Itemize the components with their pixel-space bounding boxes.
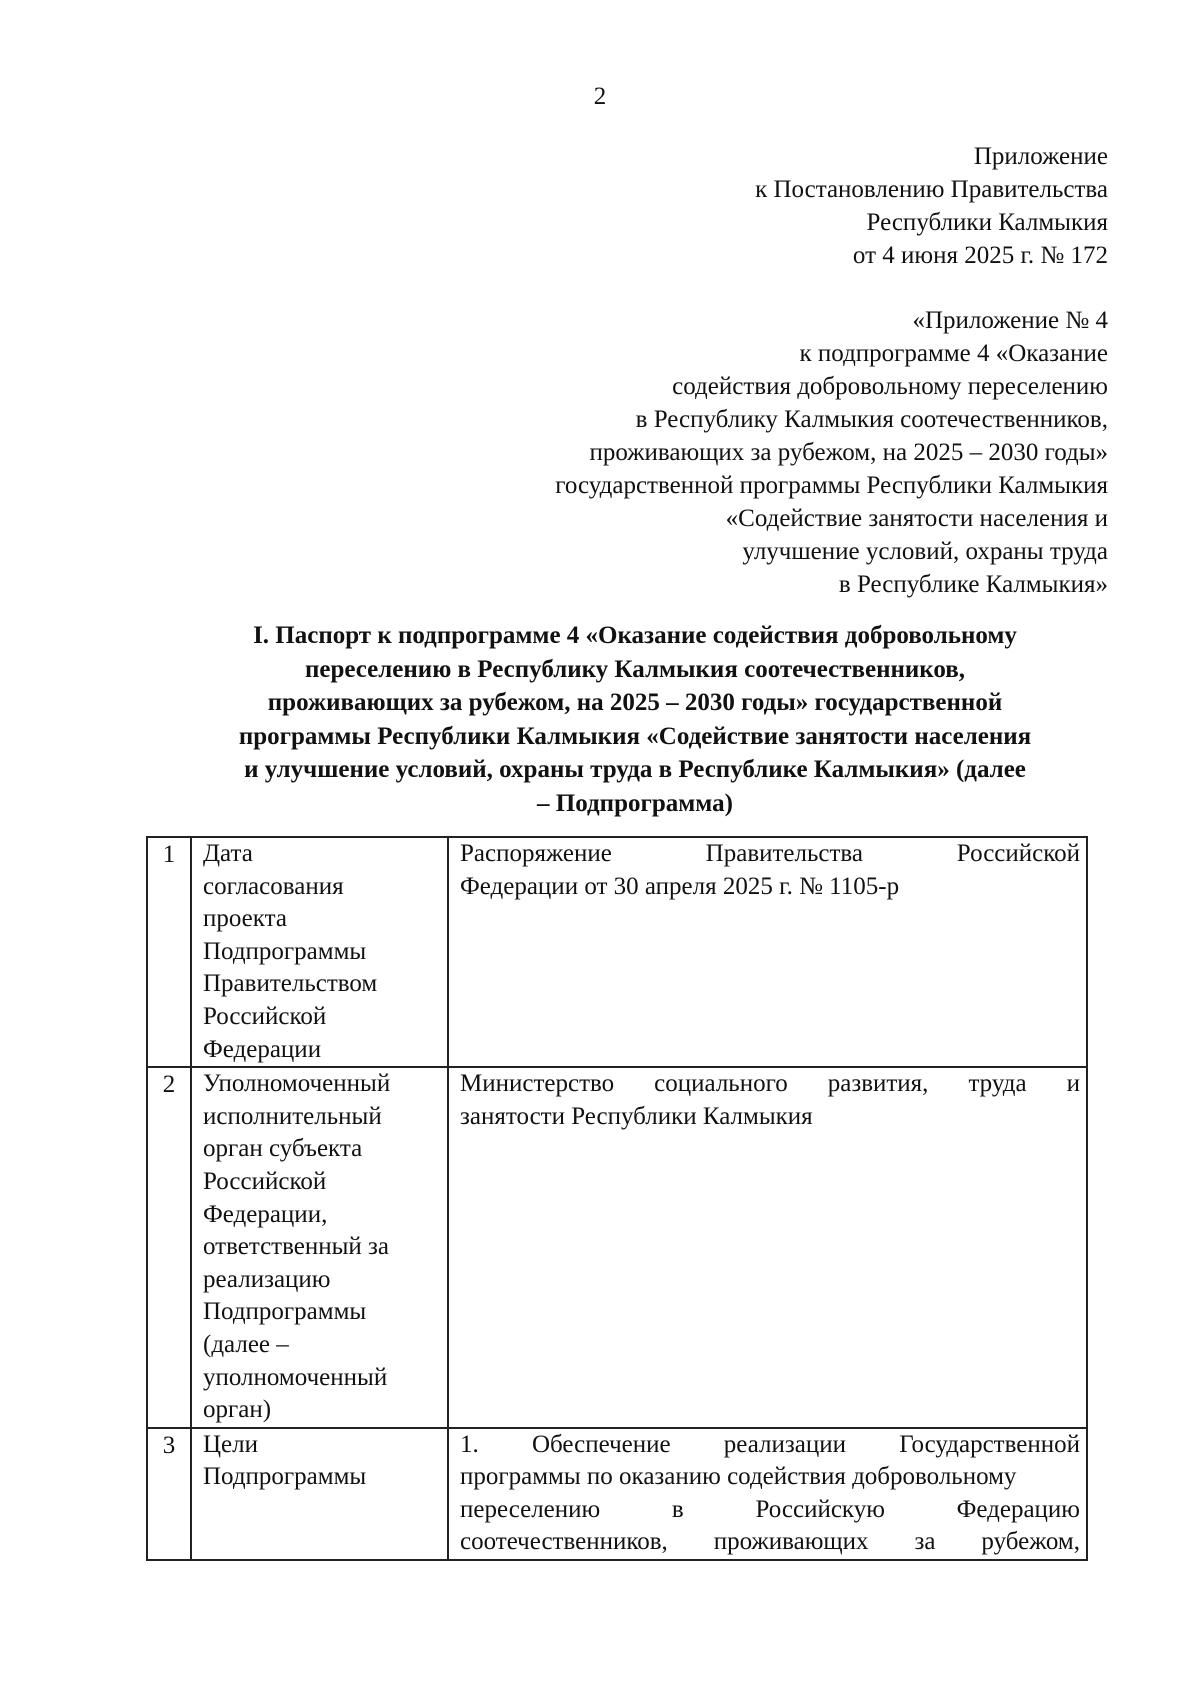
parameter-line: Уполномоченный — [203, 1070, 391, 1098]
table-row — [147, 837, 1087, 1067]
appendix-sub-line: в Республику Калмыкия соотечественников, — [635, 406, 1108, 433]
appendix-main-line: к Постановлению Правительства — [755, 176, 1108, 203]
title-line: переселению в Республику Калмыкия соотечественников, — [304, 655, 966, 683]
row-number: 3 — [147, 1428, 191, 1560]
row-parameter-name — [191, 1067, 448, 1428]
passport-table — [146, 836, 1088, 1561]
appendix-sub-line: содействия добровольному переселению — [672, 373, 1108, 400]
parameter-line: Правительством — [203, 970, 378, 998]
row-number: 2 — [147, 1067, 191, 1428]
appendix-sub-line: к подпрограмме 4 «Оказание — [799, 340, 1108, 367]
value-line: соотечественников, проживающих за рубежом, — [460, 1528, 1080, 1556]
table-row — [147, 1067, 1087, 1428]
parameter-line: ответственный за — [203, 1233, 390, 1261]
title-line: I. Паспорт к подпрограмме 4 «Оказание содействия добровольному — [253, 622, 1017, 649]
value-line: программы по оказанию содействия добровольному — [460, 1463, 1017, 1491]
parameter-line: Подпрограммы — [203, 1298, 367, 1326]
parameter-line: орган) — [203, 1396, 272, 1424]
row-parameter-name — [191, 837, 448, 1067]
table-row — [147, 1428, 1087, 1560]
parameter-line: согласования — [203, 872, 344, 900]
appendix-sub-line: «Приложение № 4 — [912, 307, 1108, 334]
parameter-line: исполнительный — [203, 1102, 382, 1130]
appendix-main-line: Приложение — [973, 143, 1108, 170]
appendix-sub-line: улучшение условий, охраны труда — [742, 538, 1108, 565]
parameter-line: проекта — [203, 905, 287, 933]
parameter-line: Федерации — [203, 1035, 322, 1063]
value-line: 1. Обеспечение реализации Государственной — [460, 1430, 1080, 1458]
value-line: Министерство социального развития, труда и — [460, 1070, 1080, 1098]
parameter-line: Дата — [203, 840, 253, 867]
row-parameter-value — [448, 837, 1087, 1067]
value-line: переселению в Российскую Федерацию — [460, 1495, 1080, 1523]
appendix-sub-line: проживающих за рубежом, на 2025 – 2030 годы» — [589, 439, 1108, 466]
value-line: Распоряжение Правительства Российской — [460, 840, 1080, 867]
parameter-line: Подпрограммы — [203, 937, 367, 965]
parameter-line: (далее – — [203, 1330, 289, 1358]
parameter-line: Российской — [203, 1167, 327, 1195]
parameter-line: Подпрограммы — [203, 1463, 367, 1491]
value-line: Федерации от 30 апреля 2025 г. № 1105-р — [460, 872, 900, 900]
title-line: проживающих за рубежом, на 2025 – 2030 годы» государственной — [267, 689, 1003, 716]
appendix-main-line: от 4 июня 2025 г. № 172 — [852, 242, 1108, 269]
appendix-sub-line: государственной программы Республики Калмыкия — [555, 472, 1108, 499]
appendix-main-line: Республики Калмыкия — [866, 209, 1108, 236]
parameter-line: Цели — [203, 1430, 259, 1458]
appendix-sub-line: «Содействие занятости населения и — [725, 505, 1108, 532]
passport-title — [150, 619, 1120, 820]
title-line: программы Республики Калмыкия «Содействие занятости населения — [238, 722, 1032, 750]
parameter-line: реализацию — [203, 1265, 331, 1293]
row-number: 1 — [147, 837, 191, 1067]
value-line: занятости Республики Калмыкия — [460, 1102, 813, 1130]
appendix-sub-block — [555, 304, 1108, 601]
row-parameter-name — [191, 1428, 448, 1560]
appendix-main-block — [755, 140, 1108, 272]
appendix-sub-line: в Республике Калмыкия» — [838, 571, 1108, 598]
parameter-line: Федерации, — [203, 1200, 328, 1228]
parameter-line: Российской — [203, 1002, 327, 1030]
parameter-line: уполномоченный — [203, 1363, 388, 1391]
row-parameter-value — [448, 1067, 1087, 1428]
parameter-line: орган субъекта — [203, 1135, 363, 1163]
title-line: и улучшение условий, охраны труда в Республике Калмыкия» (далее — [244, 756, 1026, 783]
page-number: 2 — [593, 83, 607, 110]
row-parameter-value — [448, 1428, 1087, 1560]
title-line: – Подпрограмма) — [537, 789, 733, 817]
